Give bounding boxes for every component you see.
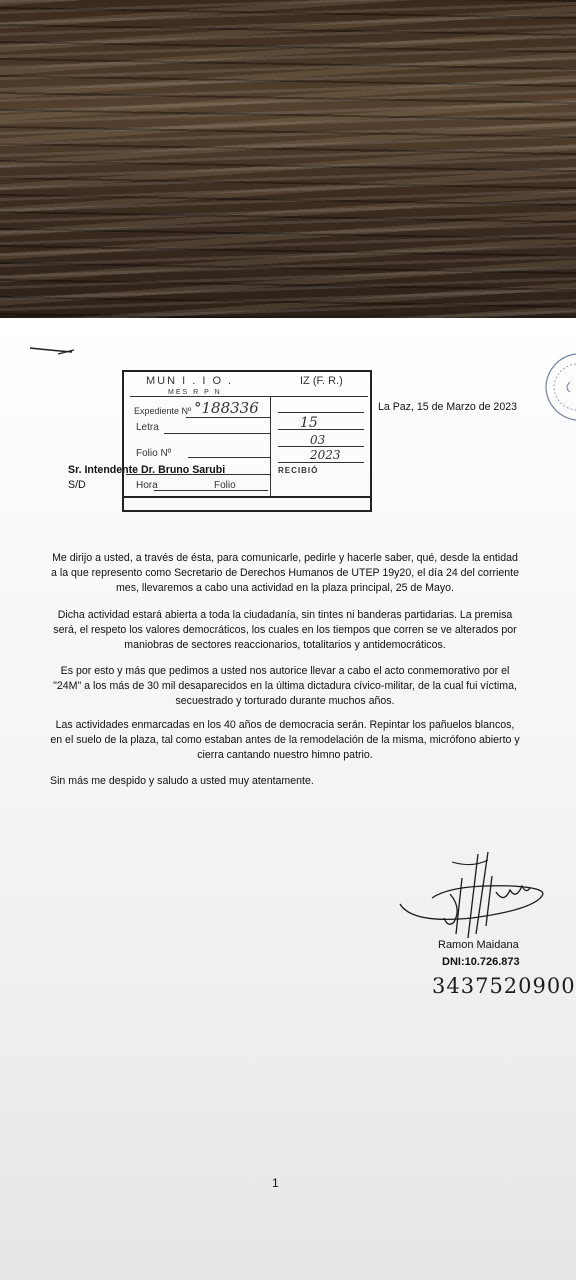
signer-name: Ramon Maidana <box>438 939 519 951</box>
folio-label: Folio Nº <box>136 448 172 459</box>
reception-stamp <box>122 370 372 512</box>
paragraph-1: Me dirijo a usted, a través de ésta, para comunicarle, pedirle y hacerle saber, qué, desde la entidad a la que represento como Secretario de Derechos Humanos de UTEP 19y20, el día 24 del corriente mes, llevaremos a cabo una actividad en la plaza principal, 25 de Mayo. <box>51 552 519 594</box>
place-date: La Paz, 15 de Marzo de 2023 <box>378 401 517 413</box>
expediente-value: °188336 <box>194 399 259 417</box>
wooden-table-background <box>0 0 576 325</box>
expediente-label: Expediente Nº <box>134 406 192 416</box>
handwritten-signature <box>392 848 552 948</box>
page-number: 1 <box>272 1176 279 1190</box>
salutation-sd: S/D <box>68 479 86 491</box>
stamp-subheader: MES R P N <box>168 389 222 396</box>
date-day: 15 <box>300 415 318 431</box>
recibio-label: RECIBIÓ <box>278 466 319 475</box>
letra-label: Letra <box>136 422 159 433</box>
closing-paragraph: Sin más me despido y saludo a usted muy atentamente. <box>50 775 314 787</box>
paragraph-4: Las actividades enmarcadas en los 40 años de democracia serán. Repintar los pañuelos blancos, en el suelo de la plaza, tal como estaban antes de la remodelación de la misma, micrófono abierto y cierra cantando nuestro himno patrio. <box>50 719 520 761</box>
paragraph-3: Es por esto y más que pedimos a usted nos autorice llevar a cabo el acto conmemorativo por el "24M" a los más de 30 mil desaparecidos en la última dictadura cívico-militar, de la cual fui víctima, secuestrado y torturado durante muchos años. <box>53 665 517 707</box>
folio2-label: Folio <box>214 480 236 491</box>
date-year: 2023 <box>310 448 341 462</box>
circular-seal-partial <box>540 352 576 422</box>
recipient: Sr. Intendente Dr. Bruno Sarubi <box>68 464 226 476</box>
signer-dni: DNI:10.726.873 <box>442 956 520 968</box>
pen-mark <box>28 340 78 360</box>
paragraph-2: Dicha actividad estará abierta a toda la ciudadanía, sin tintes ni banderas partidarias. La premisa será, el respeto los valores democráticos, los cuales en los tiempos que corren se ve alterados por maniobras de sectores reaccionarios, totalitarios y antidemocráticos. <box>53 609 517 651</box>
signer-phone-handwritten: 3437520900 <box>432 974 576 998</box>
date-month: 03 <box>310 433 326 447</box>
hora-label: Hora <box>136 480 158 491</box>
stamp-header: MUN I . I O . <box>146 375 234 387</box>
stamp-header-right: IZ (F. R.) <box>300 375 343 387</box>
